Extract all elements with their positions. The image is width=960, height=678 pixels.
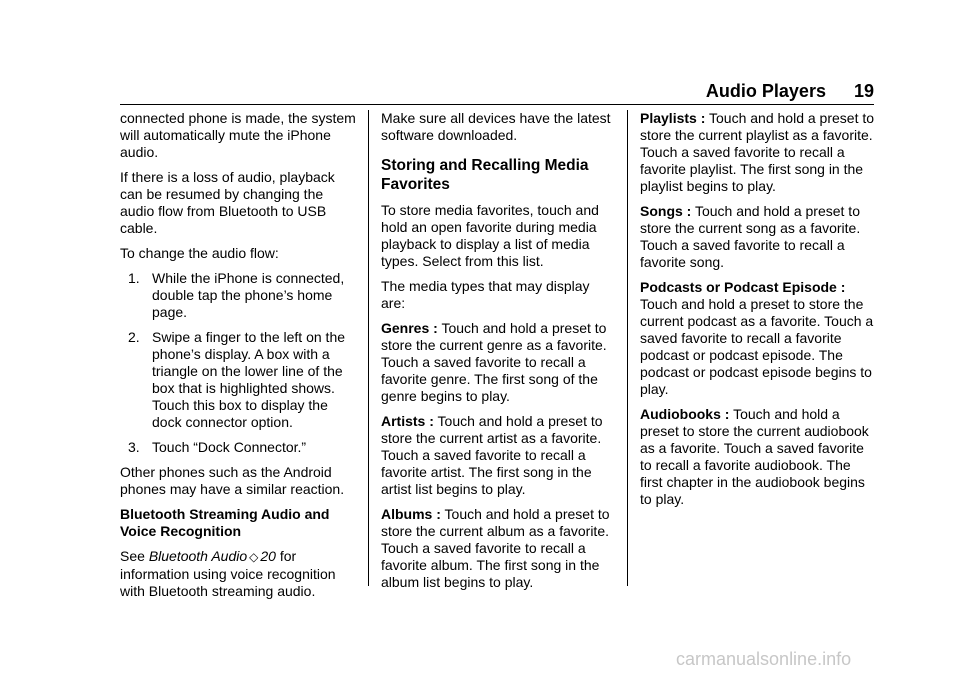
step-list — [120, 270, 356, 456]
term: Songs : — [640, 203, 692, 219]
xref-page[interactable]: 20 — [260, 548, 276, 564]
section-title: Audio Players — [705, 81, 826, 101]
definition-item — [640, 406, 876, 508]
column-3 — [640, 110, 876, 516]
paragraph: If there is a loss of audio, playback can be resumed by changing the audio flow from Bluetooth to USB cable. — [120, 169, 335, 236]
step-number: 2. — [128, 329, 140, 345]
paragraph: The media types that may display are: — [381, 278, 590, 311]
step-number: 3. — [128, 439, 140, 455]
term: Artists : — [381, 413, 434, 429]
step-item — [120, 439, 356, 456]
paragraph: To change the audio flow: — [120, 245, 279, 261]
subheading: Bluetooth Streaming Audio and Voice Recognition — [120, 506, 330, 539]
column-divider-1 — [368, 110, 369, 586]
definition-item — [640, 203, 876, 271]
step-text: Swipe a finger to the left on the phone’s display. A box with a triangle on the lower line of the box that is highlighted shows. Touch this box to display the dock connector option. — [152, 329, 346, 430]
definition-item — [640, 279, 876, 398]
term: Genres : — [381, 320, 438, 336]
xref-prefix: See — [120, 548, 149, 564]
header-rule — [120, 104, 874, 105]
section-heading: Storing and Recalling Media Favorites — [381, 157, 589, 193]
term-description: Touch and hold a preset to store the current audiobook as a favorite. Touch a saved favorite to recall a favorite audiobook. The first chapter in the audiobook begins to play. — [640, 406, 869, 507]
paragraph: To store media favorites, touch and hold an open favorite during media playback to display a list of media types. Select from this list. — [381, 202, 599, 269]
column-divider-2 — [627, 110, 628, 586]
page-header — [120, 80, 874, 102]
column-2 — [381, 110, 617, 599]
term: Podcasts or Podcast Episode : — [640, 279, 846, 295]
watermark: carmanualsonline.info — [676, 649, 852, 669]
term: Audiobooks : — [640, 406, 730, 422]
definition-item — [640, 110, 876, 195]
xref-link[interactable]: Bluetooth Audio — [148, 548, 248, 564]
cross-reference — [120, 548, 356, 600]
term: Albums : — [381, 506, 441, 522]
definition-item — [381, 320, 617, 405]
term-description: Touch and hold a preset to store the current album as a favorite. Touch a saved favorite to recall a favorite album. The first song in the album list begins to play. — [381, 506, 610, 590]
page-ref-arrow-icon: ◇ — [249, 550, 259, 564]
xref-suffix: for information using voice recognition with Bluetooth streaming audio. — [120, 548, 336, 599]
term: Playlists : — [640, 110, 706, 126]
definition-item — [381, 413, 617, 498]
paragraph: connected phone is made, the system will automatically mute the iPhone audio. — [120, 110, 356, 160]
step-number: 1. — [128, 270, 140, 286]
paragraph: Make sure all devices have the latest software downloaded. — [381, 110, 611, 143]
term-description: Touch and hold a preset to store the current podcast as a favorite. Touch a saved favorite to recall a favorite podcast or podcast episode. The podcast or podcast episode begins to play. — [640, 296, 874, 397]
term-description: Touch and hold a preset to store the current song as a favorite. Touch a saved favorite to recall a favorite song. — [640, 203, 861, 270]
step-item — [120, 329, 356, 431]
column-1 — [120, 110, 356, 608]
definition-item — [381, 506, 617, 591]
step-text: Touch “Dock Connector.” — [152, 439, 307, 455]
term-description: Touch and hold a preset to store the current artist as a favorite. Touch a saved favorite to recall a favorite artist. The first song in the artist list begins to play. — [381, 413, 603, 497]
page-number: 19 — [853, 81, 874, 101]
paragraph: Other phones such as the Android phones may have a similar reaction. — [120, 464, 345, 497]
step-item — [120, 270, 356, 321]
term-description: Touch and hold a preset to store the current genre as a favorite. Touch a saved favorite to recall a favorite genre. The first song of the genre begins to play. — [381, 320, 607, 404]
term-description: Touch and hold a preset to store the current playlist as a favorite. Touch a saved favorite to recall a favorite playlist. The first song in the playlist begins to play. — [640, 110, 875, 194]
step-text: While the iPhone is connected, double tap the phone’s home page. — [152, 270, 345, 320]
